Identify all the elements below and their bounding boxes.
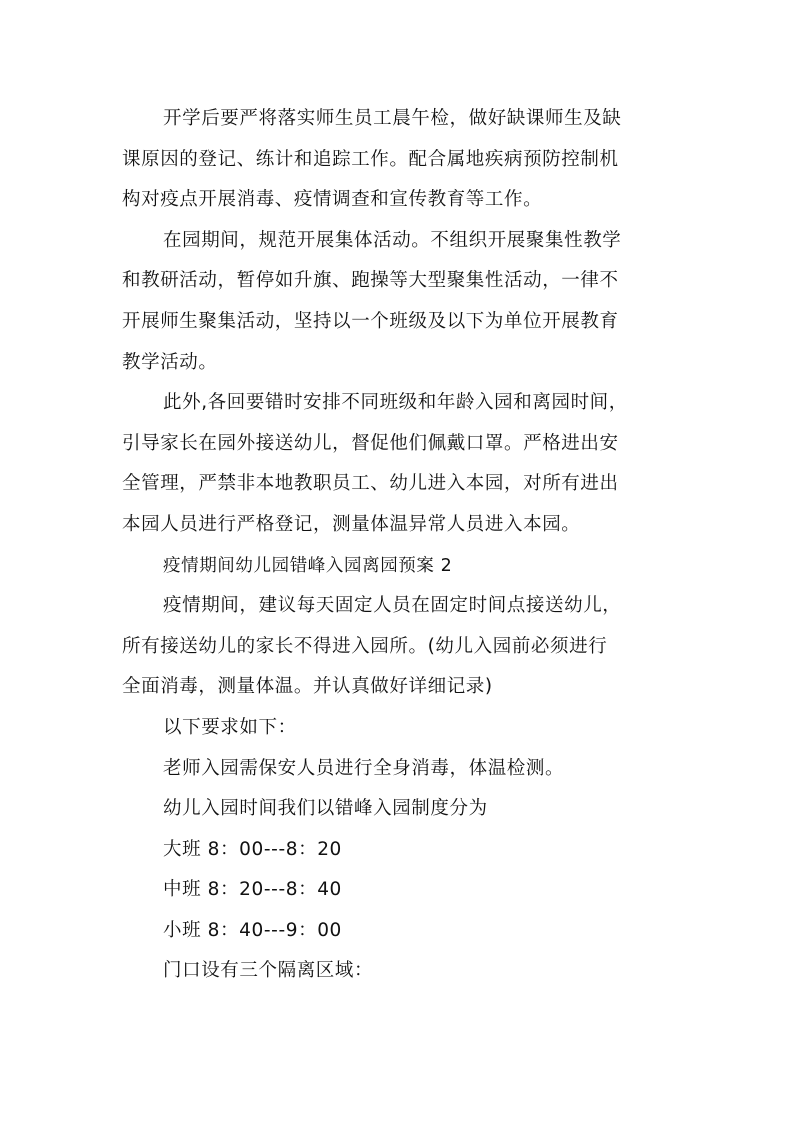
text-line: 幼儿入园时间我们以错峰入园制度分为 [163, 798, 488, 820]
text-line: 疫情期间，建议每天固定人员在固定时间点接送幼儿， [163, 595, 622, 617]
schedule-line: 小班 8：40---9：00 [163, 919, 342, 941]
text-line: 引导家长在园外接送幼儿，督促他们佩戴口罩。严格进出安 [122, 432, 619, 454]
text-line: 此外,各回要错时安排不同班级和年龄入园和离园时间， [163, 392, 628, 414]
schedule-line: 大班 8：00---8：20 [163, 838, 342, 860]
text-line: 所有接送幼儿的家长不得进入园所。(幼儿入园前必须进行 [122, 635, 608, 657]
text-line: 课原因的登记、练计和追踪工作。配合属地疾病预防控制机 [122, 148, 619, 170]
text-line: 门口设有三个隔离区域： [163, 960, 374, 982]
text-line: 在园期间，规范开展集体活动。不组织开展聚集性教学 [163, 229, 622, 251]
text-line: 构对疫点开展消毒、疫情调查和宣传教育等工作。 [122, 189, 543, 211]
text-line: 以下要求如下： [163, 716, 297, 738]
text-line: 教学活动。 [122, 351, 218, 373]
text-line: 老师入园需保安人员进行全身消毒，体温检测。 [163, 757, 565, 779]
text-line: 本园人员进行严格登记，测量体温异常人员进入本园。 [122, 513, 581, 535]
text-line: 开学后要严将落实师生员工晨午检，做好缺课师生及缺 [163, 108, 622, 129]
text-line: 全面消毒，测量体温。并认真做好详细记录) [122, 676, 493, 698]
text-line: 开展师生聚集活动，坚持以一个班级及以下为单位开展教育 [122, 310, 619, 332]
section-title: 疫情期间幼儿园错峰入园离园预案 2 [163, 555, 453, 576]
document-body [122, 99, 678, 992]
text-line: 和教研活动，暂停如升旗、跑操等大型聚集性活动，一律不 [122, 270, 619, 292]
text-line: 全管理，严禁非本地教职员工、幼儿进入本园，对所有进出 [122, 473, 619, 495]
schedule-line: 中班 8：20---8：40 [163, 879, 342, 901]
